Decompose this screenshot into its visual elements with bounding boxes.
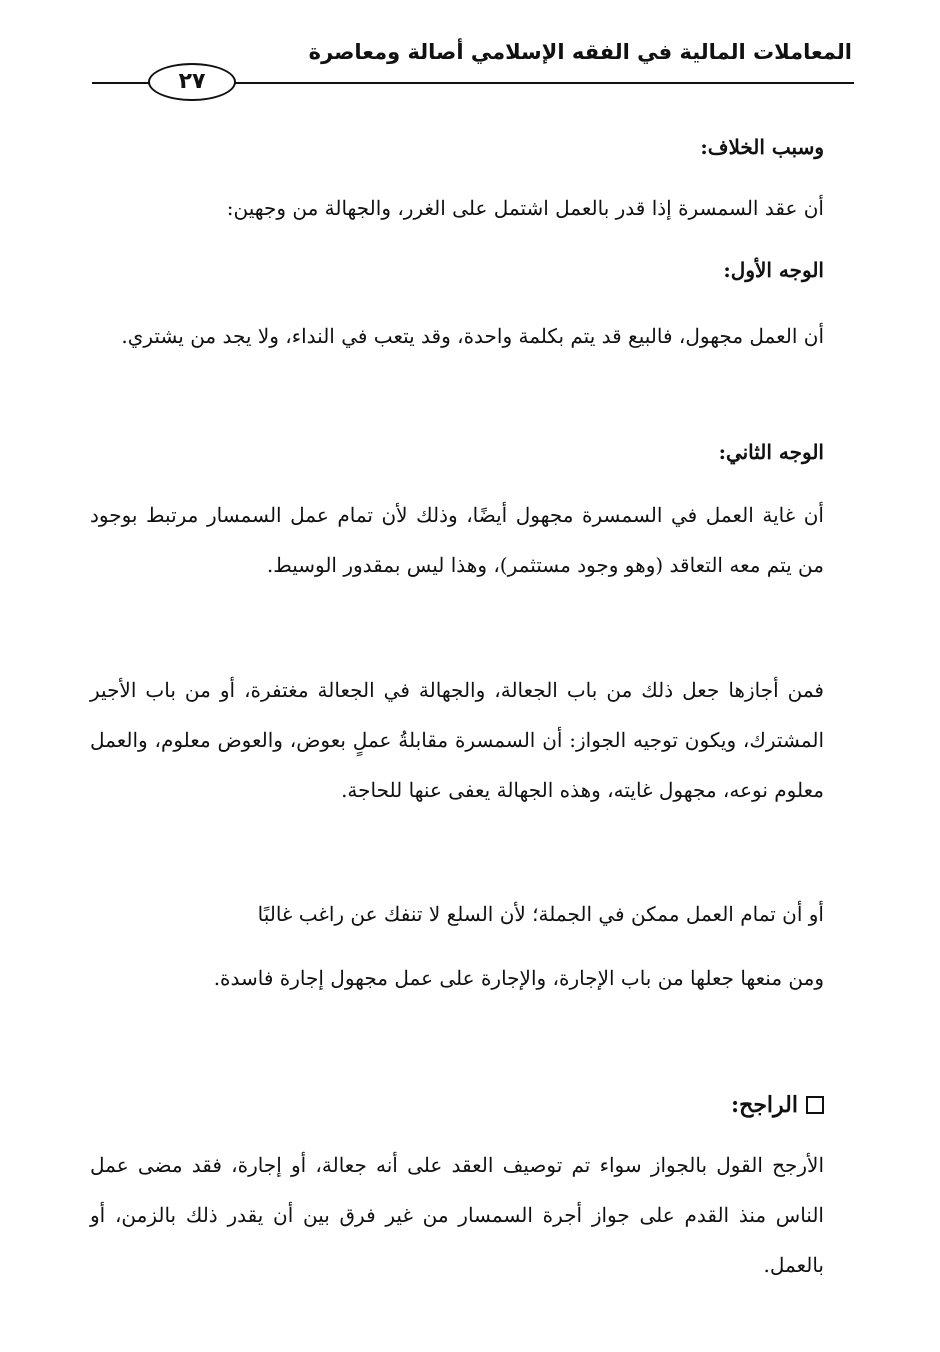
paragraph-preponderant: الأرجح القول بالجواز سواء تم توصيف العقد على أنه جعالة، أو إجارة، فقد مضى عمل الناس منذ القدم على جواز أجرة السمسار من غير فرق بين أن يقدر ذلك بالزمن، أو بالعمل. — [90, 1153, 824, 1277]
paragraph-first-aspect: أن العمل مجهول، فالبيع قد يتم بكلمة واحدة، وقد يتعب في النداء، ولا يجد من يشتري. — [121, 324, 824, 348]
heading-first-aspect: الوجه الأول: — [723, 258, 824, 282]
paragraph-completion: أو أن تمام العمل ممكن في الجملة؛ لأن السلع لا تنفك عن راغب غالبًا — [257, 902, 824, 926]
paragraph-second-aspect: أن غاية العمل في السمسرة مجهول أيضًا، وذلك لأن تمام عمل السمسار مرتبط بوجود من يتم معه التعاقد (وهو وجود مستثمر)، وهذا ليس بمقدور الوسيط. — [90, 503, 824, 577]
paragraph-permissibility: فمن أجازها جعل ذلك من باب الجعالة، والجهالة في الجعالة مغتفرة، أو من باب الأجير المشترك، ويكون توجيه الجواز: أن السمسرة مقابلةُ عملٍ بعوض، والعوض معلوم، والعمل معلوم نوعه، مجهول غايته، وهذه الجهالة يعفى عنها للحاجة. — [90, 678, 825, 802]
heading-reason-of-disagreement: وسبب الخلاف: — [700, 135, 824, 159]
heading-second-aspect: الوجه الثاني: — [718, 440, 824, 464]
square-bullet-icon — [806, 1096, 824, 1114]
page-number: ٢٧ — [178, 69, 206, 94]
paragraph-reason: أن عقد السمسرة إذا قدر بالعمل اشتمل على الغرر، والجهالة من وجهين: — [226, 196, 824, 220]
running-header-title: المعاملات المالية في الفقه الإسلامي أصالة ومعاصرة — [308, 40, 852, 64]
heading-preponderant — [90, 1080, 824, 1130]
heading-preponderant-label: الراجح: — [731, 1092, 798, 1118]
page-number-oval — [148, 63, 236, 101]
paragraph-prohibition: ومن منعها جعلها من باب الإجارة، والإجارة على عمل مجهول إجارة فاسدة. — [213, 966, 824, 990]
